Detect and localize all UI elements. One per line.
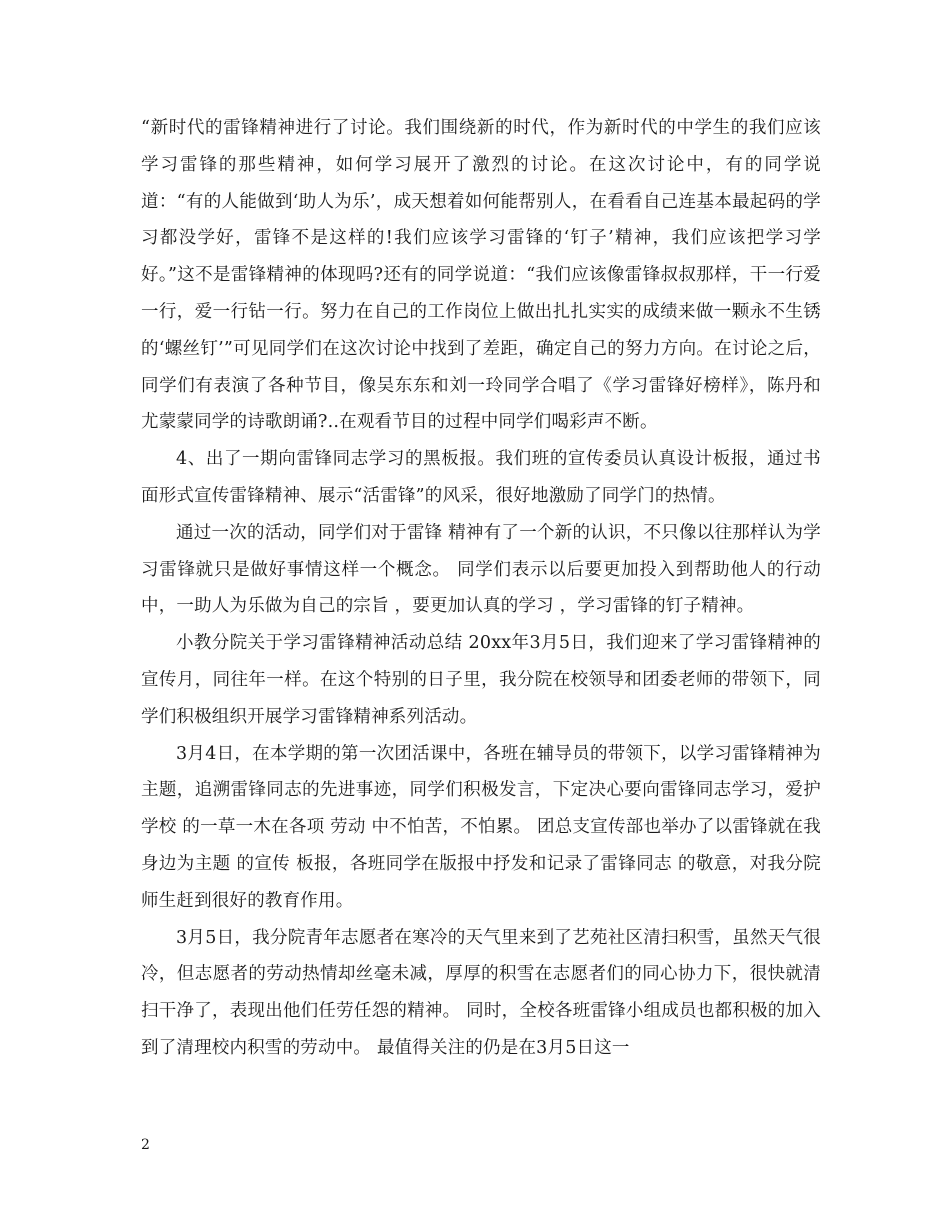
- paragraph-blackboard: 4、出了一期向雷锋同志学习的黑板报。我们班的宣传委员认真设计板报，通过书面形式宣传雷锋精神、展示“活雷锋”的风采，很好地激励了同学门的热情。: [141, 449, 821, 506]
- paragraph-discussion: “新时代的雷锋精神进行了讨论。我们围绕新的时代，作为新时代的中学生的我们应该学习雷锋的那些精神，如何学习展开了激烈的讨论。在这次讨论中，有的同学说道：“有的人能做到‘助人为乐’，成天想着如何能帮别人，在看看自己连基本最起码的学习都没学好，雷锋不是这样的!我们应该学习雷锋的‘钉子’精神，我们应该把学习学好。”这不是雷锋精神的体现吗?还有的同学说道：“我们应该像雷锋叔叔那样，干一行爱一行，爱一行钻一行。努力在自己的工作岗位上做出扎扎实实的成绩来做一颗永不生锈的‘螺丝钉’”可见同学们在这次讨论中找到了差距，确定自己的努力方向。在讨论之后，同学们有表演了各种节目，像吴东东和刘一玲同学合唱了《学习雷锋好榜样》，陈丹和尤蒙蒙同学的诗歌朗诵?..在观看节目的过程中同学们喝彩声不断。: [141, 118, 821, 433]
- paragraph-summary: 通过一次的活动，同学们对于雷锋 精神有了一个新的认识，不只像以往那样认为学习雷锋就只是做好事情这样一个概念。 同学们表示以后要更加投入到帮助他人的行动中，一助人为乐做为自己的宗旨 ，要更加认真的学习 ，学习雷锋的钉子精神。: [141, 522, 821, 617]
- document-body: [141, 110, 821, 1067]
- paragraph-march-5: 3月5日，我分院青年志愿者在寒冷的天气里来到了艺苑社区清扫积雪，虽然天气很冷，但志愿者的劳动热情却丝毫未减，厚厚的积雪在志愿者们的同心协力下，很快就清扫干净了，表现出他们任劳任怨的精神。 同时，全校各班雷锋小组成员也都积极的加入到了清理校内积雪的劳动中。 最值得关注的仍是在3月5日这一: [141, 927, 821, 1058]
- paragraph-march-4: 3月4日，在本学期的第一次团活课中，各班在辅导员的带领下，以学习雷锋精神为主题，追溯雷锋同志的先进事迹，同学们积极发言，下定决心要向雷锋同志学习，爱护学校 的一草一木在各项 劳动 中不怕苦，不怕累。 团总支宣传部也举办了以雷锋就在我身边为主题 的宣传 板报，各班同学在版报中抒发和记录了雷锋同志 的敬意，对我分院师生赶到很好的教育作用。: [141, 743, 821, 911]
- page-number: 2: [141, 1137, 150, 1153]
- paragraph-branch-summary: 小教分院关于学习雷锋精神活动总结 20xx年3月5日，我们迎来了学习雷锋精神的宣传月，同往年一样。在这个特别的日子里，我分院在校领导和团委老师的带领下，同学们积极组织开展学习雷锋精神系列活动。: [141, 633, 821, 727]
